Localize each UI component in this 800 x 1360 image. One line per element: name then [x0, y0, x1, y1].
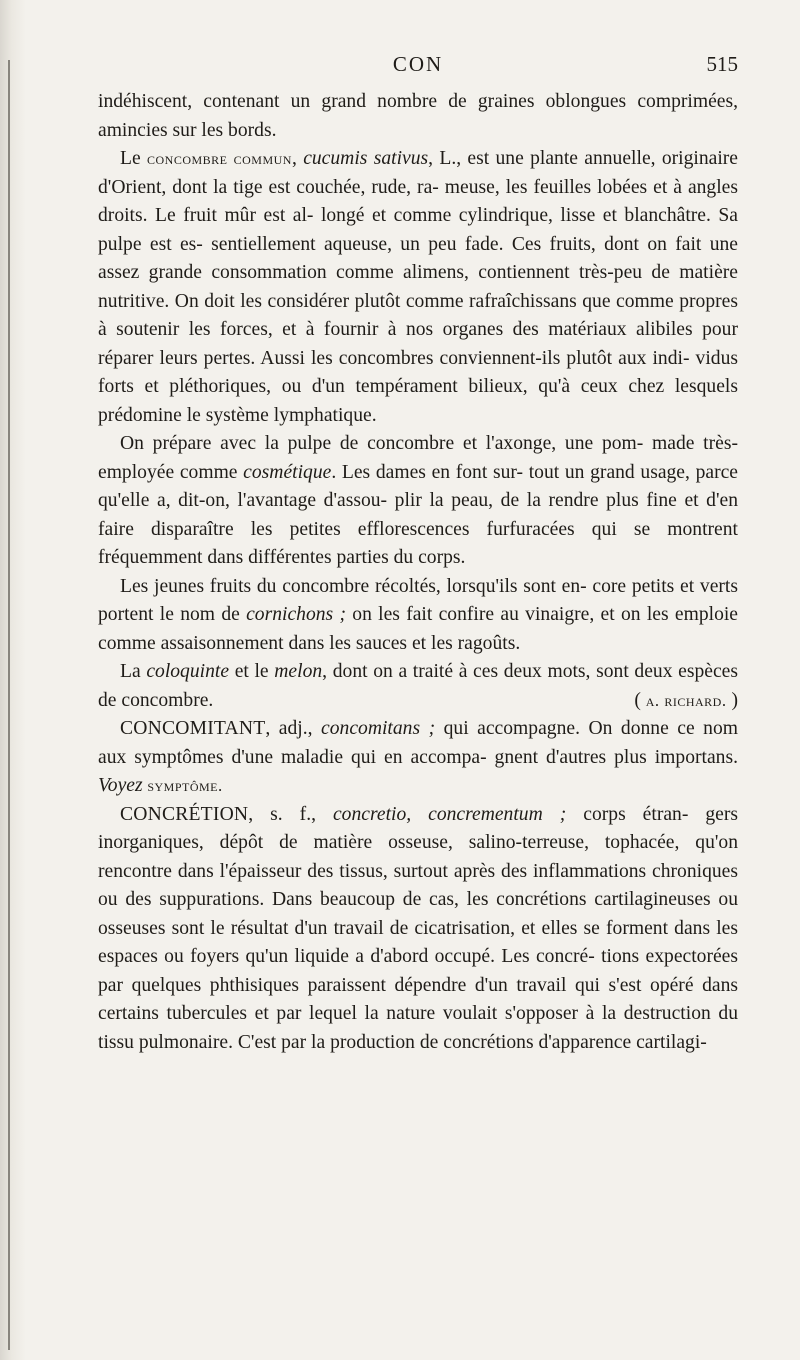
headword-concomitant: CONCOMITANT: [120, 718, 266, 739]
headword-concretion: CONCRÉTION: [120, 803, 249, 825]
p4-b: on les fait confire au vinaigre, et on les emploie comme assaisonnement dans les sauces et les ragoûts.: [98, 604, 739, 654]
paragraph-cornichons: [98, 573, 738, 659]
entry-concomitant: [98, 715, 738, 801]
p5-a: La: [120, 661, 147, 682]
term-cornichons: cornichons ;: [246, 604, 346, 625]
cross-reference: symptôme.: [142, 776, 223, 795]
p2-rest: , L., est une plante annuelle, originaire d'Orient, dont la tige est couchée, rude, ra- meuse, les feuilles lobées et à angles droits. Le fruit mûr est al- longé et comme cylindrique, lisse et blanchâtre. Sa pulpe est es- sentiellement aqueuse, un peu fade. Ces fruits, dont on fait une assez grande consommation comme alimens, contiennent très-peu de matière nutritive. On doit les considérer plutôt comme rafraîchissans que comme propres à soutenir les forces, et à fournir à nos organes des matériaux alibiles pour réparer leurs pertes. Aussi les concombres conviennent-ils plutôt aux indi- vidus forts et pléthoriques, ou d'un tempérament bilieux, qu'à ceux chez lesquels prédomine le système lymphatique.: [98, 148, 739, 426]
running-head: CON: [392, 52, 444, 76]
p4-a: Les jeunes fruits du concombre récoltés, lorsqu'ils sont en- core petits et verts portent le nom de: [98, 575, 738, 625]
term-cosmetique: cosmétique: [243, 461, 332, 483]
p6-b: qui accompagne. On donne ce nom aux symptômes d'une maladie qui en accompa- gnent d'autres plus importans.: [98, 718, 739, 768]
author-signature: [612, 687, 738, 716]
page-header: [98, 52, 738, 84]
paragraph-coloquinte: [98, 658, 738, 715]
latin-concomitans: concomitans ;: [321, 718, 436, 739]
p6-a: , adj.,: [265, 718, 322, 739]
p7-a: , s. f.,: [248, 803, 333, 825]
term-coloquinte: coloquinte: [146, 661, 230, 682]
p5-b: et le: [229, 661, 275, 682]
term-melon: melon: [274, 661, 323, 682]
p7-b: corps étran- gers inorganiques, dépôt de matière osseuse, salino-terreuse, tophacée, qu'on rencontre dans l'épaisseur des tissus, surtout après des inflammations chroniques ou des suppurations. Dans beaucoup de cas, les concrétions cartilagineuses ou osseuses sont le résultat d'un travail de cicatrisation, et elles se forment dans les espaces ou foyers qu'un liquide a d'abord occupé. Les concré- tions expectorées par quelques phthisiques paraissent dépendre d'un travail qui s'est opéré dans certains tubercules et par lequel la nature voulait s'opposer à la destruction du tissu pulmonaire. C'est par la production de concrétions d'apparence cartilagi-: [98, 803, 738, 1053]
p5-c: , dont on a traité à ces deux mots, sont deux espèces de concombre.: [98, 661, 738, 711]
p1-text: indéhiscent, contenant un grand nombre de graines oblongues comprimées, amincies sur les bords.: [98, 91, 738, 141]
voyez-label: Voyez: [98, 775, 143, 796]
paragraph-cosmetique: [98, 430, 738, 573]
p3-b: . Les dames en font sur- tout un grand usage, parce qu'elle a, dit-on, l'avantage d'assou- plir la peau, de la rendre plus fine et d'en faire disparaître les petites efflorescences furfuracées qui se montrent fréquemment dans différentes parties du corps.: [98, 461, 738, 568]
author-close: ): [726, 689, 738, 711]
entry-concretion: [98, 801, 738, 1058]
p3-a: On prépare avec la pulpe de concombre et l'axonge, une pom- made très-employée comme: [98, 433, 738, 483]
body-text: [98, 88, 738, 1057]
p2-sep: ,: [291, 148, 304, 169]
headword-concombre-commun: concombre commun: [146, 149, 292, 168]
paragraph-concombre-commun: [98, 145, 738, 430]
p2-lead: Le: [120, 148, 147, 169]
author-name: a. richard.: [645, 690, 727, 710]
latin-concretio: concretio, concrementum ;: [332, 803, 567, 825]
page-gutter-shadow: [0, 0, 26, 1360]
paragraph-continuation: [98, 88, 738, 145]
latin-name: cucumis sativus: [303, 148, 429, 169]
page-number: 515: [706, 52, 738, 76]
binding-edge: [8, 60, 10, 1350]
author-open: (: [634, 689, 646, 711]
